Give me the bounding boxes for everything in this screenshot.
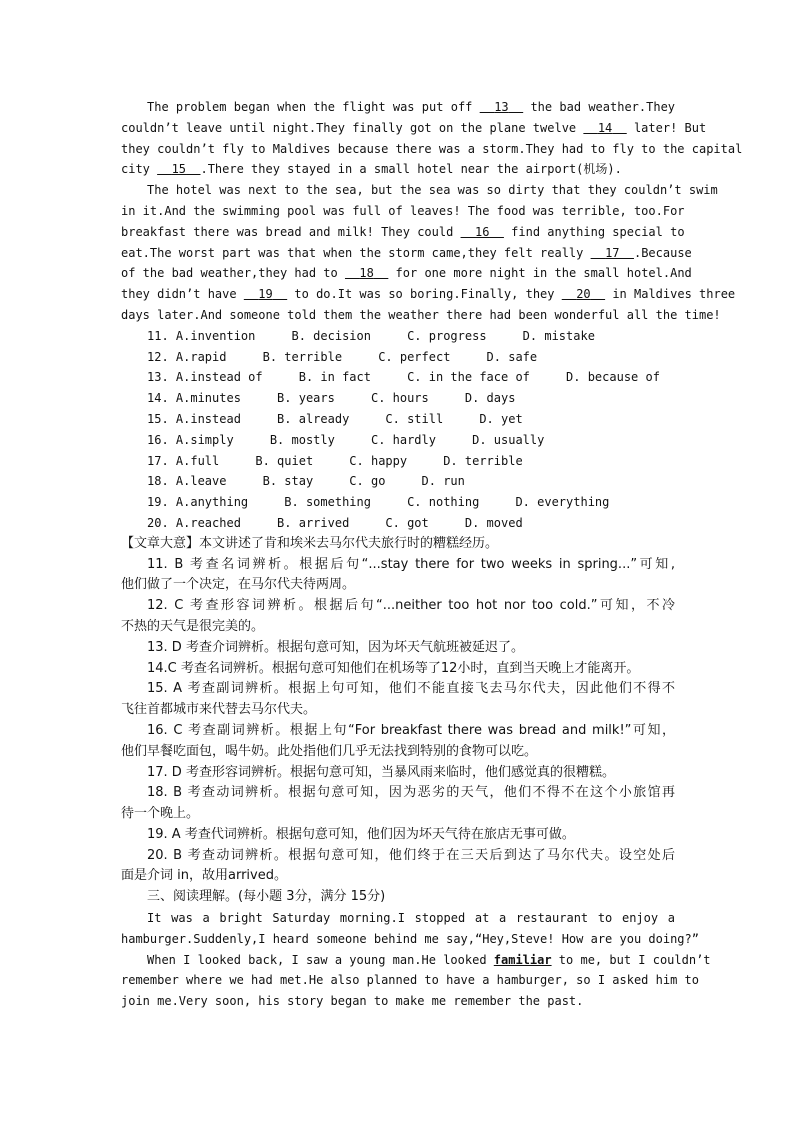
answer-text: 15. A 考查副词辨析。根据上句可知，他们不能直接飞去马尔代夫，因此他们不得不 [147, 681, 675, 697]
paragraph-line [121, 950, 711, 971]
paragraph-line [121, 243, 692, 264]
option-text: 18. A.leave B. stay C. go D. run [147, 474, 465, 489]
blank-number: 19 [258, 287, 273, 302]
answer-line [121, 596, 675, 617]
answer-line [121, 763, 675, 784]
option-text: 20. A.reached B. arrived C. got D. moved [147, 515, 523, 530]
text-run: in it.And the swimming pool was full of leaves! The food was terrible, too.For [121, 203, 685, 218]
blank-number: 13 [494, 100, 509, 114]
blank-17 [591, 246, 634, 260]
option-row [121, 492, 675, 513]
section-heading [121, 887, 675, 908]
answer-text: 他们做了一个决定，在马尔代夫待两周。 [121, 577, 356, 593]
option-text: 14. A.minutes B. years C. hours D. days [147, 391, 516, 406]
text-run: join me.Very soon, his story began to make me remember the past. [121, 994, 584, 1009]
answer-line [121, 804, 675, 825]
option-row [121, 388, 675, 409]
blank-14 [583, 121, 626, 135]
answer-line [121, 846, 675, 867]
answer-line [121, 638, 675, 659]
option-row [121, 471, 675, 492]
text-run: the bad weather.They [523, 100, 676, 114]
option-text: 12. A.rapid B. terrible C. perfect D. safe [147, 349, 538, 364]
paragraph-line [121, 970, 699, 991]
paragraph-line [121, 284, 736, 305]
text-run: to do.It was so boring.Finally, they [287, 287, 562, 302]
answer-line [121, 742, 675, 763]
option-text: 16. A.simply B. mostly C. hardly D. usually [147, 432, 545, 447]
text-run: couldn’t leave until night.They finally got on the plane twelve [121, 120, 584, 135]
option-row [121, 451, 675, 472]
answer-text: 面是介词 in，故用arrived。 [121, 868, 287, 884]
text-run: later! But [626, 120, 707, 135]
answer-line [121, 679, 675, 700]
blank-20 [562, 287, 605, 301]
paragraph-line [121, 201, 685, 222]
answer-line [121, 617, 675, 638]
text-run: of the bad weather,they had to [121, 266, 345, 281]
document-content [121, 97, 743, 1012]
paragraph-line [121, 180, 718, 201]
option-row [121, 430, 675, 451]
option-row [121, 367, 675, 388]
answer-text: 不热的天气是很完美的。 [121, 618, 265, 634]
text-run: find anything special to [503, 224, 685, 239]
answer-text: 12. C 考查形容词辨析。根据后句“...neither too hot nor too cold.”可知，不冷 [147, 598, 675, 614]
summary [121, 534, 675, 555]
answer-text: 17. D 考查形容词辨析。根据句意可知，当暴风雨来临时，他们感觉真的很糟糕。 [147, 764, 615, 780]
paragraph-line [121, 263, 692, 284]
text-run: city [121, 162, 158, 177]
paragraph-line [121, 991, 675, 1012]
paragraph-line [121, 139, 743, 160]
answer-text: 19. A 考查代词辨析。根据句意可知，他们因为坏天气待在旅店无事可做。 [147, 826, 575, 842]
option-row [121, 347, 675, 368]
answer-line [121, 783, 675, 804]
paragraph-line [121, 222, 685, 243]
paragraph-line [121, 929, 699, 950]
option-text: 17. A.full B. quiet C. happy D. terrible [147, 453, 523, 468]
answer-line [121, 866, 675, 887]
text-run: they couldn’t fly to Maldives because there was a storm.They had to fly to the capital [121, 141, 743, 156]
section-heading-text: 三、阅读理解。(每小题 3分，满分 15分) [147, 889, 386, 905]
blank-number: 16 [475, 224, 490, 239]
text-run: to me, but I couldn’t [551, 952, 711, 967]
answer-line [121, 555, 675, 576]
text-run: remember where we had met.He also planned to have a hamburger, so I asked him to [121, 973, 699, 988]
text-run: they didn’t have [121, 287, 244, 302]
text-run: eat.The worst part was that when the storm came,they felt really [121, 245, 591, 260]
option-text: 13. A.instead of B. in fact C. in the face of D. because of [147, 370, 660, 385]
summary-text: 【文章大意】本文讲述了肯和埃米去马尔代夫旅行时的糟糕经历。 [121, 535, 499, 551]
answer-text: 16. C 考查副词辨析。根据上句“For breakfast there was bread and milk!”可知， [147, 722, 675, 738]
blank-15 [157, 162, 200, 176]
text-run: .There they stayed in a small hotel near the airport(机场). [200, 162, 622, 177]
answer-text: 待一个晚上。 [121, 806, 200, 822]
option-text: 15. A.instead B. already C. still D. yet [147, 411, 523, 426]
blank-16 [461, 225, 504, 239]
answer-text: 20. B 考查动词辨析。根据句意可知，他们终于在三天后到达了马尔代夫。设空处后 [147, 847, 675, 863]
answer-text: 飞往首都城市来代替去马尔代夫。 [121, 702, 317, 718]
paragraph-line [121, 97, 675, 118]
text-run: .Because [633, 245, 692, 260]
text-run: breakfast there was bread and milk! They could [121, 224, 461, 239]
option-row [121, 513, 675, 534]
blank-18 [345, 266, 388, 280]
option-row [121, 326, 675, 347]
text-run: The hotel was next to the sea, but the sea was so dirty that they couldn’t swim [147, 183, 718, 198]
answer-text: 13. D 考查介词辨析。根据句意可知，因为坏天气航班被延迟了。 [147, 639, 524, 655]
paragraph-line [121, 908, 675, 929]
text-run: hamburger.Suddenly,I heard someone behind me say,“Hey,Steve! How are you doing?” [121, 931, 699, 946]
answer-line [121, 659, 675, 680]
blank-number: 20 [576, 287, 591, 302]
blank-13 [480, 100, 524, 114]
text-run: in Maldives three [605, 287, 736, 302]
answer-line [121, 825, 675, 846]
blank-number: 15 [171, 162, 187, 177]
highlighted-word: familiar [493, 952, 552, 967]
paragraph-line [121, 305, 721, 326]
answer-line [121, 700, 675, 721]
text-run: The problem began when the flight was put off [147, 100, 480, 114]
paragraph-line [121, 118, 707, 139]
blank-19 [244, 287, 287, 301]
blank-number: 17 [605, 245, 620, 260]
paragraph-line [121, 159, 675, 180]
option-row [121, 409, 675, 430]
answer-text: 14.C 考查名词辨析。根据句意可知他们在机场等了12小时，直到当天晚上才能离开。 [147, 660, 640, 676]
answer-text: 18. B 考查动词辨析。根据句意可知，因为恶劣的天气，他们不得不在这个小旅馆再 [147, 785, 675, 801]
blank-number: 18 [359, 266, 374, 281]
blank-number: 14 [597, 120, 613, 135]
answer-text: 他们早餐吃面包，喝牛奶。此处指他们几乎无法找到特别的食物可以吃。 [121, 743, 538, 759]
answer-text: 11. B 考查名词辨析。根据后句“...stay there for two weeks in spring...”可知, [147, 556, 675, 572]
option-text: 19. A.anything B. something C. nothing D. everything [147, 495, 610, 510]
answer-line [121, 721, 675, 742]
text-run: days later.And someone told them the weather there had been wonderful all the time! [121, 307, 721, 322]
text-run: When I looked back, I saw a young man.He looked [147, 952, 494, 967]
text-run: It was a bright Saturday morning.I stopped at a restaurant to enjoy a [147, 911, 675, 926]
text-run: for one more night in the small hotel.And [388, 266, 692, 281]
answer-line [121, 575, 675, 596]
option-text: 11. A.invention B. decision C. progress D. mistake [147, 328, 595, 343]
